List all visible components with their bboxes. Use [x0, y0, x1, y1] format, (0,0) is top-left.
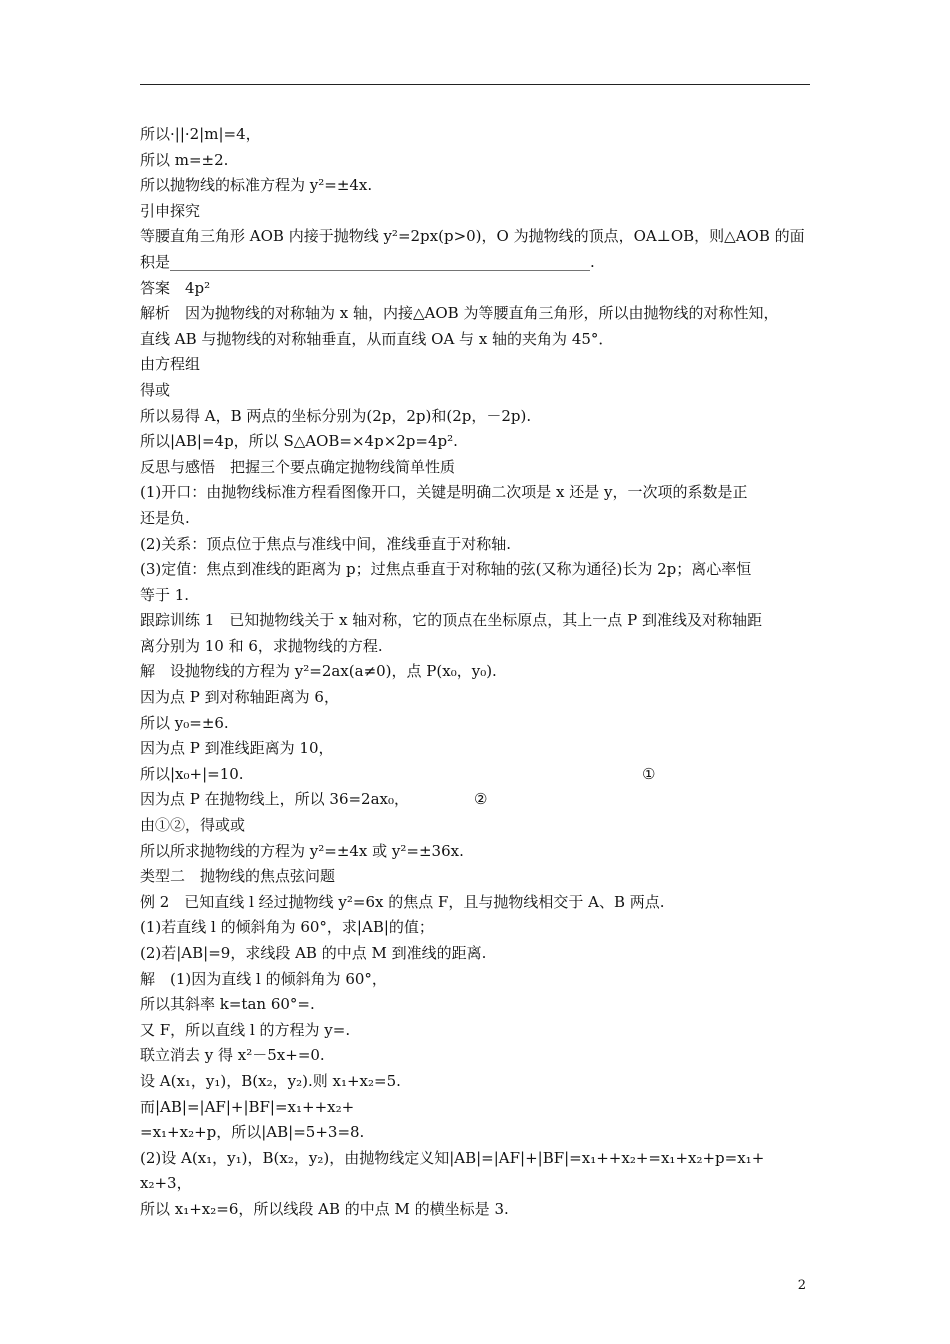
header-rule	[140, 84, 810, 85]
text-line: 解 设抛物线的方程为 y²=2ax(a≠0)，点 P(x₀，y₀).	[140, 662, 497, 681]
text-line: 所以其斜率 k=tan 60°=.	[140, 995, 315, 1014]
equation-marker-1: ①	[642, 764, 656, 783]
text-line: 等于 1.	[140, 585, 190, 604]
text-line: (3)定值：焦点到准线的距离为 p；过焦点垂直于对称轴的弦(又称为通径)长为 2p；离心率恒	[140, 560, 752, 579]
text-line: 所以|AB|=4p，所以 S△AOB=×4p×2p=4p².	[140, 432, 458, 451]
text-line: (1)若直线 l 的倾斜角为 60°，求|AB|的值；	[140, 918, 434, 937]
text-line: 直线 AB 与抛物线的对称轴垂直，从而直线 OA 与 x 轴的夹角为 45°．	[140, 329, 614, 348]
text-line: 联立消去 y 得 x²－5x+=0.	[140, 1046, 325, 1065]
text-line: 等腰直角三角形 AOB 内接于抛物线 y²=2px(p>0)，O 为抛物线的顶点，OA⊥OB，则△AOB 的面	[140, 227, 805, 246]
answer-line: 答案 4p²	[140, 278, 211, 297]
text-line: 所以·||·2|m|=4，	[140, 125, 261, 143]
text-line: 因为点 P 到对称轴距离为 6，	[140, 688, 339, 707]
text-line: 由①②，得或或	[140, 816, 246, 835]
page-number: 2	[797, 1278, 806, 1293]
text-line: 所以 m=±2.	[140, 150, 229, 169]
section-heading: 类型二 抛物线的焦点弦问题	[140, 867, 336, 886]
text-line: x₂+3，	[140, 1174, 192, 1193]
text-line: =x₁+x₂+p，所以|AB|=5+3=8.	[140, 1123, 365, 1142]
text-line: 由方程组	[140, 355, 201, 374]
text-line: 积是________________________________________________________.	[140, 252, 595, 271]
exercise-heading: 跟踪训练 1 已知抛物线关于 x 轴对称，它的顶点在坐标原点，其上一点 P 到准线及对称轴距	[140, 611, 762, 630]
section-heading: 反思与感悟 把握三个要点确定抛物线简单性质	[140, 457, 456, 476]
document-body	[140, 122, 812, 1223]
text-line: 所以所求抛物线的方程为 y²=±4x 或 y²=±36x.	[140, 841, 464, 860]
text-line: 所以易得 A，B 两点的坐标分别为(2p，2p)和(2p，－2p).	[140, 406, 532, 425]
text-line: 离分别为 10 和 6，求抛物线的方程.	[140, 636, 383, 655]
text-line: 解 (1)因为直线 l 的倾斜角为 60°，	[140, 969, 387, 988]
text-line: 又 F，所以直线 l 的方程为 y=.	[140, 1020, 351, 1039]
equation-marker-2: ②	[474, 790, 488, 809]
text-line: (1)开口：由抛物线标准方程看图像开口，关键是明确二次项是 x 还是 y，一次项的系数是正	[140, 483, 748, 502]
text-line: 还是负.	[140, 508, 190, 527]
text-line: (2)若|AB|=9，求线段 AB 的中点 M 到准线的距离.	[140, 944, 487, 962]
text-line: 所以 y₀=±6.	[140, 713, 229, 732]
text-line: 解析 因为抛物线的对称轴为 x 轴，内接△AOB 为等腰直角三角形，所以由抛物线的对称性知，	[140, 304, 779, 323]
text-line: 因为点 P 在抛物线上，所以 36=2ax₀， ②	[140, 787, 812, 813]
text-line: (2)关系：顶点位于焦点与准线中间，准线垂直于对称轴.	[140, 534, 512, 553]
text-line: 设 A(x₁，y₁)，B(x₂，y₂).则 x₁+x₂=5.	[140, 1071, 401, 1090]
section-heading: 引申探究	[140, 201, 201, 220]
text-line: 而|AB|=|AF|+|BF|=x₁++x₂+	[140, 1097, 355, 1116]
example-heading: 例 2 已知直线 l 经过抛物线 y²=6x 的焦点 F，且与抛物线相交于 A、B 两点.	[140, 892, 665, 911]
text-line: 所以抛物线的标准方程为 y²=±4x.	[140, 176, 373, 195]
text-line: (2)设 A(x₁，y₁)，B(x₂，y₂)，由抛物线定义知|AB|=|AF|+|BF|=x₁++x₂+=x₁+x₂+p=x₁+	[140, 1148, 765, 1167]
text-line: 所以 x₁+x₂=6，所以线段 AB 的中点 M 的横坐标是 3.	[140, 1199, 509, 1218]
text-line: 所以|x₀+|=10. ①	[140, 762, 812, 788]
text-line: 得或	[140, 380, 171, 399]
text-line: 因为点 P 到准线距离为 10，	[140, 739, 334, 758]
